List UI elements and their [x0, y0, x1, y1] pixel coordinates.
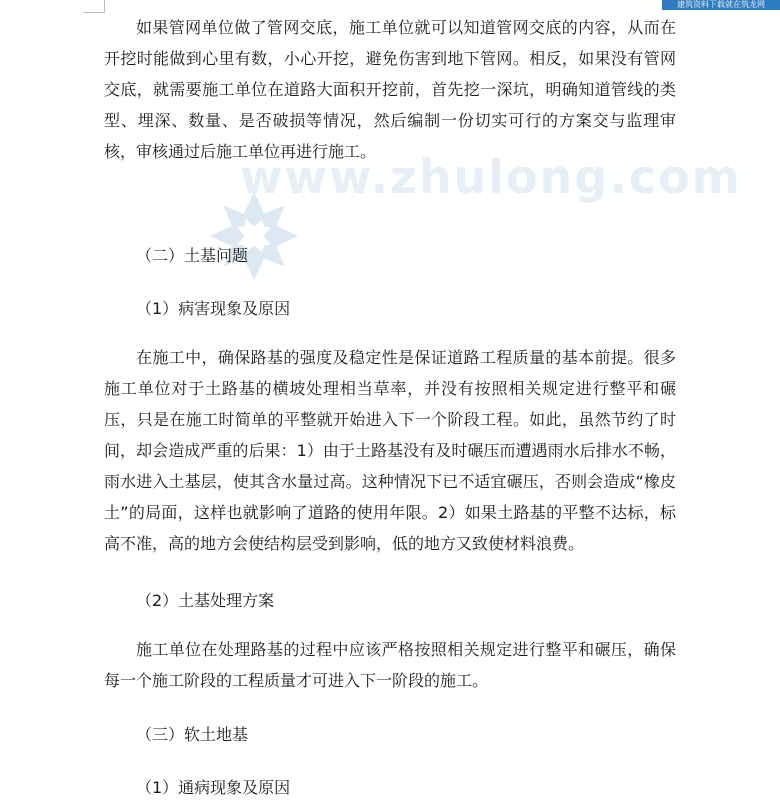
- paragraph-treatment-plan: 施工单位在处理路基的过程中应该严格按照相关规定进行整平和碾压，确保每一个施工阶段的工程质量才可进入下一阶段的施工。: [104, 640, 676, 690]
- heading-soft-soil-foundation: （三）软土地基: [136, 725, 249, 744]
- heading-subgrade-issues: （二）土基问题: [136, 246, 249, 265]
- heading-common-defect-and-cause: （1）通病现象及原因: [136, 778, 291, 797]
- paragraph-subgrade-quality: 在施工中，确保路基的强度及稳定性是保证道路工程质量的基本前提。很多施工单位对于土路基的横坡处理相当草率，并没有按照相关规定进行整平和碾压，只是在施工时简单的平整就开始进入下一个阶段工程。如此，虽然节约了时间，却会造成严重的后果：1）由于土路基没有及时碾压而遭遇雨水后排水不畅，雨水进入土基层，使其含水量过高。这种情况下已不适宜碾压，否则会造成“橡皮土”的局面，这样也就影响了道路的使用年限。2）如果土路基的平整不达标，标高不准，高的地方会使结构层受到影响，低的地方又致使材料浪费。: [104, 348, 676, 553]
- heading-defect-and-cause: （1）病害现象及原因: [136, 299, 291, 318]
- top-banner[interactable]: 建筑资料下载就在筑龙网: [662, 0, 780, 10]
- watermark-text: www.zhulong.com: [240, 150, 742, 204]
- watermark-logo-icon: [206, 188, 302, 284]
- crop-mark: [84, 0, 105, 13]
- paragraph-pipeline-handover: 如果管网单位做了管网交底，施工单位就可以知道管网交底的内容，从而在开挖时能做到心里有数，小心开挖，避免伤害到地下管网。相反，如果没有管网交底，就需要施工单位在道路大面积开挖前，首先挖一深坑，明确知道管线的类型、埋深、数量、是否破损等情况，然后编制一份切实可行的方案交与监理审核，审核通过后施工单位再进行施工。: [104, 18, 676, 161]
- heading-subgrade-treatment: （2）土基处理方案: [136, 591, 275, 610]
